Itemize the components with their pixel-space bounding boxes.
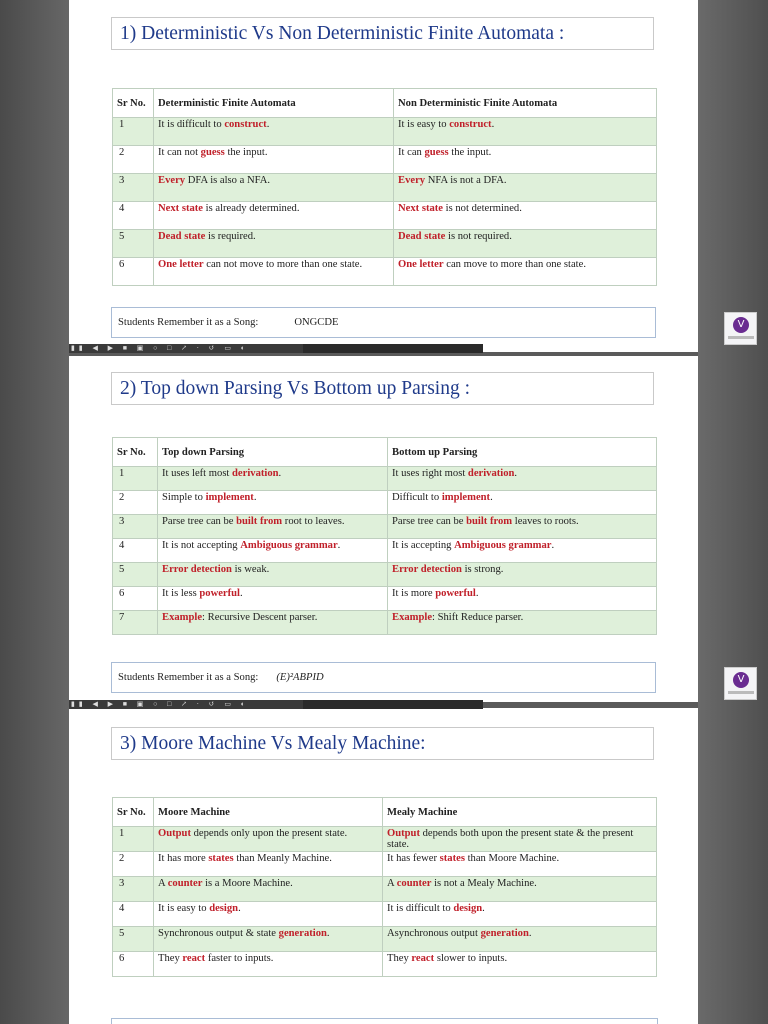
cell-left	[158, 515, 388, 539]
cell-right	[388, 587, 657, 611]
row-number: 4	[113, 539, 158, 563]
cell-right	[394, 174, 657, 202]
keyword: states	[208, 853, 234, 864]
table-row	[113, 515, 657, 539]
keyword: One letter	[158, 259, 204, 270]
cell-text: slower to inputs.	[434, 953, 508, 964]
table-row	[113, 202, 657, 230]
cell-left	[158, 467, 388, 491]
cell-right	[388, 611, 657, 635]
keyword: implement	[205, 492, 254, 503]
table-row	[113, 827, 657, 852]
keyword: powerful	[435, 588, 476, 599]
section-3-table	[112, 797, 657, 977]
keyword: react	[182, 953, 206, 964]
cell-text: is weak.	[231, 564, 270, 575]
cell-text: than Moore Machine.	[464, 853, 560, 864]
row-number: 6	[113, 587, 158, 611]
song-box-3	[111, 1018, 658, 1024]
cell-left	[158, 563, 388, 587]
verified-badge	[724, 312, 757, 345]
cell-right	[383, 827, 657, 852]
cell-text: NFA is not a DFA.	[425, 175, 507, 186]
keyword: guess	[424, 147, 449, 158]
col-header-left: Top down Parsing	[158, 438, 388, 467]
cell-text: They	[387, 953, 412, 964]
row-number: 6	[113, 258, 154, 286]
col-header-left: Moore Machine	[154, 798, 383, 827]
cell-text: It is more	[392, 588, 436, 599]
cell-text: They	[158, 953, 183, 964]
cell-text: .	[514, 468, 518, 479]
cell-text: Synchronous output & state	[158, 928, 279, 939]
cell-right	[383, 877, 657, 902]
song-box-1	[111, 307, 656, 338]
keyword: states	[439, 853, 465, 864]
cell-text: A	[158, 878, 168, 889]
table-row	[113, 491, 657, 515]
col-header-right: Non Deterministic Finite Automata	[394, 89, 657, 118]
song-value: ONGCDE	[294, 317, 339, 328]
cell-text: It can not	[158, 147, 201, 158]
keyword: Every	[158, 175, 186, 186]
cell-text: is already determined.	[203, 203, 300, 214]
cell-text: is strong.	[461, 564, 504, 575]
table-row	[113, 258, 657, 286]
section-3-heading: 3) Moore Machine Vs Mealy Machine:	[111, 727, 654, 760]
cell-text: Difficult to	[392, 492, 442, 503]
cell-text: than Meanly Machine.	[233, 853, 332, 864]
cell-left	[154, 927, 383, 952]
cell-text: is not determined.	[443, 203, 522, 214]
keyword: Next state	[398, 203, 444, 214]
cell-left	[154, 174, 394, 202]
song-box-2	[111, 662, 656, 693]
row-number: 6	[113, 952, 154, 977]
cell-text: Simple to	[162, 492, 206, 503]
cell-right	[388, 539, 657, 563]
verified-badge	[724, 667, 757, 700]
keyword: generation	[480, 928, 529, 939]
row-number: 7	[113, 611, 158, 635]
cell-left	[158, 611, 388, 635]
cell-left	[158, 539, 388, 563]
cell-left	[154, 258, 394, 286]
section-1-heading: 1) Deterministic Vs Non Deterministic Finite Automata :	[111, 17, 654, 50]
cell-right	[388, 563, 657, 587]
cell-text: .	[266, 119, 270, 130]
cell-text: is not required.	[445, 231, 512, 242]
table-row	[113, 467, 657, 491]
cell-right	[394, 118, 657, 146]
cell-right	[383, 952, 657, 977]
player-toolbar-icon[interactable]: ▮▮ ◀ ▶ ■ ▣ ○ □ ↗ · ↺ ▭ ◐	[69, 700, 303, 709]
keyword: implement	[441, 492, 491, 503]
section-2-table	[112, 437, 657, 635]
song-label: Students Remember it as a Song:	[118, 317, 259, 328]
section-2-heading: 2) Top down Parsing Vs Bottom up Parsing :	[111, 372, 654, 405]
keyword: derivation	[467, 468, 515, 479]
keyword: construct	[224, 119, 267, 130]
cell-text: It is easy to	[398, 119, 450, 130]
table-row	[113, 927, 657, 952]
cell-right	[394, 258, 657, 286]
col-header-right: Mealy Machine	[383, 798, 657, 827]
cell-text: is not a Mealy Machine.	[431, 878, 537, 889]
right-backdrop	[698, 0, 768, 1024]
song-value: (E)²ABPID	[276, 672, 324, 683]
cell-text: leaves to roots.	[512, 516, 579, 527]
cell-text: It is less	[162, 588, 200, 599]
section-1-table	[112, 88, 657, 286]
cell-text: .	[475, 588, 479, 599]
keyword: Output	[158, 828, 191, 839]
cell-right	[388, 491, 657, 515]
row-number: 1	[113, 467, 158, 491]
keyword: Dead state	[158, 231, 206, 242]
keyword: counter	[167, 878, 203, 889]
keyword: Dead state	[398, 231, 446, 242]
keyword: Next state	[158, 203, 204, 214]
verified-badge-icon: V	[733, 672, 749, 688]
cell-text: .	[253, 492, 257, 503]
cell-text: .	[551, 540, 555, 551]
keyword: Example	[162, 612, 203, 623]
cell-text: is a Moore Machine.	[202, 878, 293, 889]
cell-right	[383, 852, 657, 877]
keyword: counter	[396, 878, 432, 889]
cell-text: DFA is also a NFA.	[185, 175, 271, 186]
row-number: 5	[113, 927, 154, 952]
table-row	[113, 118, 657, 146]
cell-text: .	[238, 903, 241, 914]
row-number: 5	[113, 230, 154, 258]
row-number: 3	[113, 515, 158, 539]
keyword: Every	[398, 175, 426, 186]
cell-text: can move to more than one state.	[443, 259, 586, 270]
cell-text: .	[491, 119, 495, 130]
row-number: 2	[113, 146, 154, 174]
table-row	[113, 952, 657, 977]
left-backdrop	[0, 0, 69, 1024]
cell-left	[154, 146, 394, 174]
cell-text: It is not accepting	[162, 540, 241, 551]
cell-text: depends both upon the present state & the present state.	[387, 828, 634, 850]
page-3	[69, 708, 698, 1024]
cell-text: Parse tree can be	[392, 516, 467, 527]
col-header-right: Bottom up Parsing	[388, 438, 657, 467]
cell-left	[158, 491, 388, 515]
cell-left	[154, 952, 383, 977]
cell-text: the input.	[224, 147, 268, 158]
keyword: design	[209, 903, 239, 914]
keyword: construct	[449, 119, 492, 130]
page-2	[69, 356, 698, 702]
cell-text: It is difficult to	[387, 903, 454, 914]
table-row	[113, 174, 657, 202]
keyword: One letter	[398, 259, 444, 270]
col-header-sr: Sr No.	[113, 89, 154, 118]
keyword: Ambiguous grammar	[454, 540, 552, 551]
cell-right	[394, 230, 657, 258]
cell-text: .	[482, 903, 485, 914]
row-number: 3	[113, 174, 154, 202]
verified-badge-icon: V	[733, 317, 749, 333]
keyword: Error detection	[162, 564, 232, 575]
cell-text: is required.	[205, 231, 256, 242]
song-label: Students Remember it as a Song:	[118, 672, 259, 683]
cell-left	[154, 827, 383, 852]
cell-left	[154, 230, 394, 258]
cell-text: .	[278, 468, 282, 479]
cell-text: faster to inputs.	[205, 953, 274, 964]
keyword: derivation	[232, 468, 279, 479]
player-toolbar-icon[interactable]: ▮▮ ◀ ▶ ■ ▣ ○ □ ↗ · ↺ ▭ ◐	[69, 344, 303, 353]
row-number: 1	[113, 827, 154, 852]
cell-text: It is difficult to	[158, 119, 225, 130]
keyword: Error detection	[392, 564, 462, 575]
page-1	[69, 0, 698, 352]
cell-text: .	[337, 540, 341, 551]
keyword: generation	[278, 928, 327, 939]
cell-text: It uses right most	[392, 468, 468, 479]
cell-text: the input.	[448, 147, 492, 158]
cell-text: It uses left most	[162, 468, 233, 479]
col-header-left: Deterministic Finite Automata	[154, 89, 394, 118]
cell-right	[394, 202, 657, 230]
keyword: guess	[200, 147, 225, 158]
table-row	[113, 146, 657, 174]
cell-right	[383, 927, 657, 952]
table-row	[113, 902, 657, 927]
cell-text: root to leaves.	[282, 516, 345, 527]
cell-text: Asynchronous output	[387, 928, 481, 939]
cell-text: can not move to more than one state.	[203, 259, 363, 270]
keyword: Example	[392, 612, 433, 623]
cell-left	[154, 852, 383, 877]
table-row	[113, 230, 657, 258]
cell-left	[154, 118, 394, 146]
cell-text: : Shift Reduce parser.	[432, 612, 524, 623]
row-number: 5	[113, 563, 158, 587]
cell-text: .	[528, 928, 532, 939]
cell-left	[154, 877, 383, 902]
keyword: Output	[387, 828, 420, 839]
keyword: built from	[236, 516, 283, 527]
keyword: design	[453, 903, 483, 914]
cell-text: It is accepting	[392, 540, 455, 551]
table-row	[113, 877, 657, 902]
keyword: built from	[466, 516, 513, 527]
player-toolbar[interactable]	[69, 700, 483, 709]
cell-text: It has more	[158, 853, 209, 864]
row-number: 4	[113, 202, 154, 230]
col-header-sr: Sr No.	[113, 438, 158, 467]
keyword: react	[411, 953, 435, 964]
table-row	[113, 852, 657, 877]
cell-right	[383, 902, 657, 927]
table-row	[113, 563, 657, 587]
cell-text: It can	[398, 147, 425, 158]
cell-text: .	[490, 492, 493, 503]
cell-right	[388, 515, 657, 539]
cell-text: Parse tree can be	[162, 516, 237, 527]
row-number: 3	[113, 877, 154, 902]
player-toolbar[interactable]	[69, 344, 483, 353]
col-header-sr: Sr No.	[113, 798, 154, 827]
cell-text: It is easy to	[158, 903, 210, 914]
row-number: 2	[113, 491, 158, 515]
row-number: 2	[113, 852, 154, 877]
cell-text: : Recursive Descent parser.	[202, 612, 318, 623]
table-row	[113, 539, 657, 563]
row-number: 1	[113, 118, 154, 146]
cell-text: .	[326, 928, 330, 939]
cell-right	[388, 467, 657, 491]
keyword: Ambiguous grammar	[240, 540, 338, 551]
keyword: powerful	[199, 588, 240, 599]
cell-text: depends only upon the present state.	[190, 828, 348, 839]
cell-left	[154, 902, 383, 927]
table-row	[113, 587, 657, 611]
table-row	[113, 611, 657, 635]
cell-text: It has fewer	[387, 853, 440, 864]
cell-text: A	[387, 878, 397, 889]
cell-left	[158, 587, 388, 611]
cell-left	[154, 202, 394, 230]
row-number: 4	[113, 902, 154, 927]
cell-right	[394, 146, 657, 174]
cell-text: .	[239, 588, 243, 599]
